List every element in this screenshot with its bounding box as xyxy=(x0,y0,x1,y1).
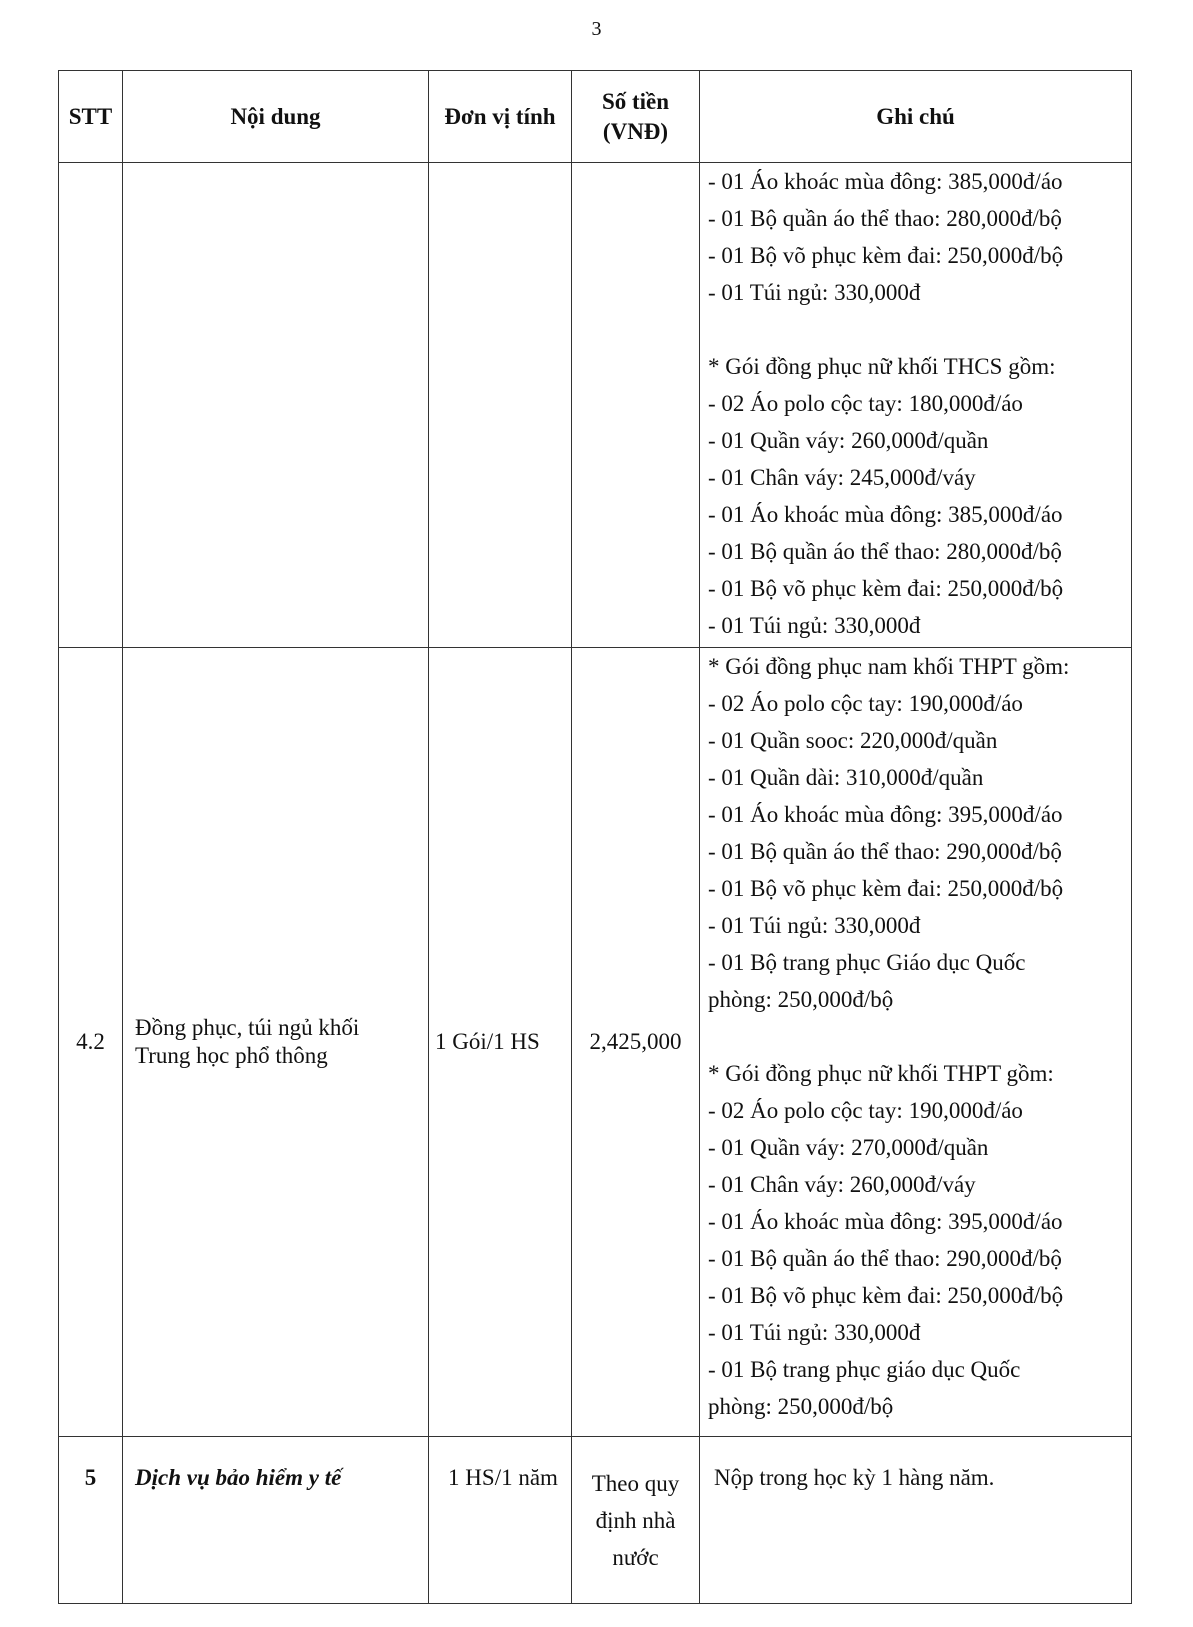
note-line: - 01 Áo khoác mùa đông: 395,000đ/áo xyxy=(708,1209,1063,1234)
cell-stt xyxy=(59,163,123,648)
cell-content xyxy=(123,648,429,1437)
note-line: - 01 Chân váy: 245,000đ/váy xyxy=(708,465,976,490)
cell-unit xyxy=(429,163,572,648)
note-line: - 02 Áo polo cộc tay: 190,000đ/áo xyxy=(708,691,1023,716)
note-line: - 02 Áo polo cộc tay: 190,000đ/áo xyxy=(708,1098,1023,1123)
note-line: - 01 Bộ võ phục kèm đai: 250,000đ/bộ xyxy=(708,876,1064,901)
note-line: phòng: 250,000đ/bộ xyxy=(708,987,894,1012)
note-line: - 01 Quần váy: 260,000đ/quần xyxy=(708,428,989,453)
cell-content: Dịch vụ bảo hiểm y tế xyxy=(123,1437,429,1604)
note-line: - 01 Áo khoác mùa đông: 385,000đ/áo xyxy=(708,502,1063,527)
header-unit: Đơn vị tính xyxy=(429,71,572,163)
note-line: - 01 Bộ trang phục giáo dục Quốc xyxy=(708,1357,1021,1382)
table-header-row xyxy=(59,71,1132,163)
note-line: - 01 Túi ngủ: 330,000đ xyxy=(708,613,921,638)
amount-line: Theo quy xyxy=(591,1471,680,1496)
note-line: phòng: 250,000đ/bộ xyxy=(708,1394,894,1419)
note-line: - 01 Quần dài: 310,000đ/quần xyxy=(708,765,984,790)
header-stt: STT xyxy=(59,71,123,163)
header-note: Ghi chú xyxy=(700,71,1132,163)
note-line: - 01 Bộ quần áo thể thao: 280,000đ/bộ xyxy=(708,206,1062,231)
note-line: - 01 Chân váy: 260,000đ/váy xyxy=(708,1172,976,1197)
note-line: * Gói đồng phục nữ khối THPT gồm: xyxy=(708,1061,1054,1086)
note-line: - 01 Áo khoác mùa đông: 395,000đ/áo xyxy=(708,802,1063,827)
content-line: Trung học phổ thông xyxy=(135,1043,328,1068)
note-line: - 01 Quần sooc: 220,000đ/quần xyxy=(708,728,998,753)
cell-note: Nộp trong học kỳ 1 hàng năm. xyxy=(700,1437,1132,1604)
header-content: Nội dung xyxy=(123,71,429,163)
cell-amount: 2,425,000 xyxy=(572,648,700,1437)
cell-content xyxy=(123,163,429,648)
note-line: - 01 Bộ võ phục kèm đai: 250,000đ/bộ xyxy=(708,1283,1064,1308)
header-amount-line1: Số tiền xyxy=(601,88,670,114)
note-line: * Gói đồng phục nam khối THPT gồm: xyxy=(708,654,1070,679)
note-line: - 02 Áo polo cộc tay: 180,000đ/áo xyxy=(708,391,1023,416)
note-spacer xyxy=(708,1018,1131,1055)
note-line: - 01 Bộ trang phục Giáo dục Quốc xyxy=(708,950,1026,975)
note-line: - 01 Bộ quần áo thể thao: 290,000đ/bộ xyxy=(708,839,1062,864)
cell-note xyxy=(700,163,1132,648)
note-line: - 01 Bộ quần áo thể thao: 290,000đ/bộ xyxy=(708,1246,1062,1271)
fee-table xyxy=(58,70,1132,1604)
note-line: - 01 Túi ngủ: 330,000đ xyxy=(708,280,921,305)
content-line: Đồng phục, túi ngủ khối xyxy=(135,1015,360,1040)
cell-amount xyxy=(572,163,700,648)
note-line: - 01 Túi ngủ: 330,000đ xyxy=(708,913,921,938)
note-line: - 01 Quần váy: 270,000đ/quần xyxy=(708,1135,989,1160)
cell-unit: 1 Gói/1 HS xyxy=(429,648,572,1437)
cell-stt: 5 xyxy=(59,1437,123,1604)
cell-unit: 1 HS/1 năm xyxy=(429,1437,572,1604)
note-line: - 01 Bộ võ phục kèm đai: 250,000đ/bộ xyxy=(708,243,1064,268)
note-line: * Gói đồng phục nữ khối THCS gồm: xyxy=(708,354,1056,379)
note-line: - 01 Bộ quần áo thể thao: 280,000đ/bộ xyxy=(708,539,1062,564)
amount-line: nước xyxy=(612,1545,659,1570)
cell-amount xyxy=(572,1437,700,1604)
header-amount xyxy=(572,71,700,163)
table-row xyxy=(59,648,1132,1437)
note-line: - 01 Bộ võ phục kèm đai: 250,000đ/bộ xyxy=(708,576,1064,601)
note-line: - 01 Túi ngủ: 330,000đ xyxy=(708,1320,921,1345)
amount-line: định nhà xyxy=(595,1508,676,1533)
cell-stt: 4.2 xyxy=(59,648,123,1437)
header-amount-line2: (VNĐ) xyxy=(602,118,669,144)
note-line: - 01 Áo khoác mùa đông: 385,000đ/áo xyxy=(708,169,1063,194)
page-number: 3 xyxy=(591,18,602,40)
note-spacer xyxy=(708,311,1131,348)
table-row xyxy=(59,163,1132,648)
table-row xyxy=(59,1437,1132,1604)
cell-note xyxy=(700,648,1132,1437)
